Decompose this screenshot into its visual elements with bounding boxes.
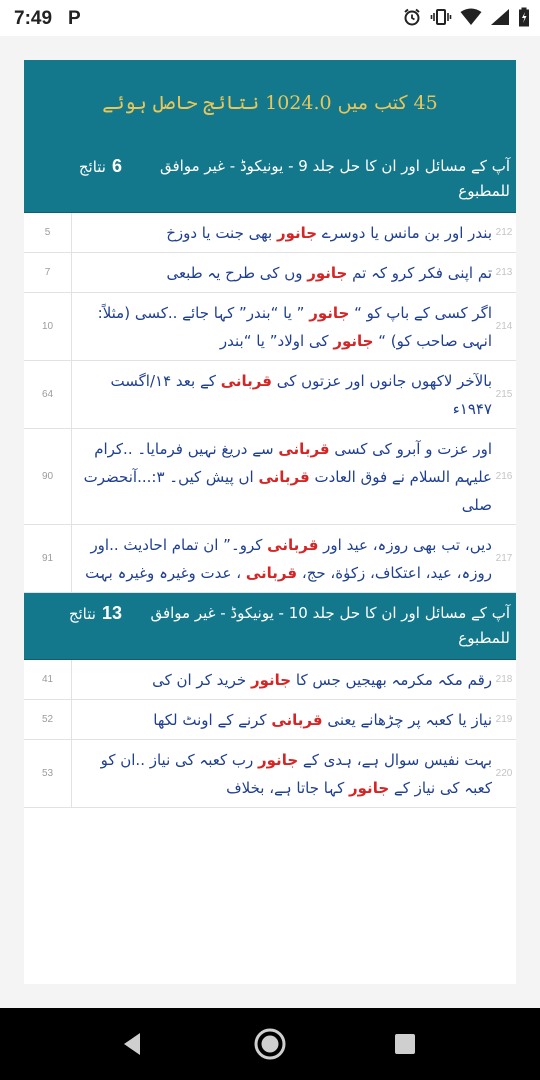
result-row[interactable] <box>24 700 516 740</box>
book-count-number: 6 <box>111 156 122 176</box>
book-results-count <box>30 154 122 177</box>
result-snippet: اگر کسی کے باپ کو “ جانور ” یا “بندر” کہا جائے ..کسی (مثلاً: انہی صاحب کو) “ جانور کی اولاد” یا “بندر <box>97 304 492 350</box>
result-row[interactable] <box>24 213 516 253</box>
result-snippet: بالآخر لاکھوں جانوں اور عزتوں کی قربانی کے بعد ۱۴/اگست ۱۹۴۷ء <box>110 372 492 418</box>
result-index: 218 <box>495 674 513 685</box>
recents-icon[interactable] <box>385 1024 425 1064</box>
result-snippet: نیاز یا کعبہ پر چڑھانے یعنی قربانی کرنے کے اونٹ لکھا <box>153 711 492 729</box>
result-row[interactable] <box>24 253 516 293</box>
result-page-number: 5 <box>24 213 72 252</box>
wifi-icon <box>460 8 482 26</box>
battery-icon <box>518 7 530 27</box>
result-page-number: 52 <box>24 700 72 739</box>
status-time: 7:49 <box>14 8 53 29</box>
highlighted-term: جانور <box>258 751 299 769</box>
book-count-label: نتائج <box>68 604 96 623</box>
result-page-number: 91 <box>24 525 72 592</box>
status-bar <box>0 0 540 36</box>
highlighted-term: جانور <box>250 671 292 689</box>
result-snippet: بندر اور بن مانس یا دوسرے جانور بھی جنت یا دوزخ <box>166 224 492 242</box>
highlighted-term: قربانی <box>271 711 323 729</box>
result-page-number: 7 <box>24 253 72 292</box>
result-row[interactable] <box>24 740 516 808</box>
result-page-number: 90 <box>24 429 72 524</box>
book-count-label: نتائج <box>78 157 106 176</box>
highlighted-term: قربانی <box>258 468 310 486</box>
result-snippet: اور عزت و آبرو کی کسی قربانی سے دریغ نہیں فرمایا۔ ..کرام علیہم السلام نے فوق العادت قربانی اں پیش کیں۔ ۳:...آنحضرت صلی <box>83 440 492 514</box>
result-page-number: 10 <box>24 293 72 360</box>
result-snippet: بہت نفیس سوال ہے، ہدی کے جانور رب کعبہ کی نیاز ..ان کو کعبہ کی نیاز کے جانور کہا جاتا ہے، بخلاف <box>100 751 492 797</box>
back-icon[interactable] <box>112 1024 152 1064</box>
highlighted-term: قربانی <box>245 564 298 582</box>
result-row[interactable] <box>24 361 516 429</box>
result-index: 219 <box>495 714 513 725</box>
result-snippet: تم اپنی فکر کرو کہ تم جانور وں کی طرح یہ طبعی <box>166 264 492 282</box>
navigation-bar <box>0 1008 540 1080</box>
highlighted-term: جانور <box>309 304 350 322</box>
book-title: آپ کے مسائل اور ان کا حل جلد 9 - یونیکوڈ - غیر موافق للمطبوع <box>159 157 510 200</box>
result-page-number: 64 <box>24 361 72 428</box>
result-snippet: دیں، تب بھی روزہ، عید اور قربانی کرو۔” ان تمام احادیث ..اور روزہ، عید، اعتکاف، زکوٰة، حج، قربانی ، عدت وغیرہ وغیرہ بہت <box>85 536 492 582</box>
book-title: آپ کے مسائل اور ان کا حل جلد 10 - یونیکوڈ - غیر موافق للمطبوع <box>150 604 510 647</box>
vibrate-icon <box>430 7 452 27</box>
highlighted-term: جانور <box>349 779 390 797</box>
book-header[interactable] <box>24 146 516 213</box>
result-index: 212 <box>495 227 513 238</box>
signal-icon <box>490 8 510 26</box>
result-row[interactable] <box>24 660 516 700</box>
results-summary-text: 45 کتب میں 1024.0 نتائج حاصل ہوئے <box>102 92 438 114</box>
highlighted-term: جانور <box>307 264 348 282</box>
results-summary <box>24 60 516 146</box>
book-count-number: 13 <box>101 603 122 623</box>
highlighted-term: جانور <box>333 332 374 350</box>
search-results-card <box>24 60 516 984</box>
result-index: 220 <box>495 768 513 779</box>
book-results-count <box>30 601 122 624</box>
result-row[interactable] <box>24 429 516 525</box>
result-index: 216 <box>495 471 513 482</box>
app-notification-icon: P <box>68 8 81 29</box>
highlighted-term: جانور <box>276 224 318 242</box>
book-header[interactable] <box>24 593 516 660</box>
highlighted-term: قربانی <box>220 372 272 390</box>
result-index: 217 <box>495 553 513 564</box>
result-index: 214 <box>495 321 513 332</box>
result-page-number: 53 <box>24 740 72 807</box>
highlighted-term: قربانی <box>267 536 319 554</box>
result-snippet: رقم مکہ مکرمہ بھیجیں جس کا جانور خرید کر ان کی <box>152 671 492 689</box>
result-row[interactable] <box>24 293 516 361</box>
result-index: 213 <box>495 267 513 278</box>
highlighted-term: قربانی <box>278 440 330 458</box>
alarm-icon <box>402 7 422 27</box>
result-row[interactable] <box>24 525 516 593</box>
result-page-number: 41 <box>24 660 72 699</box>
result-index: 215 <box>495 389 513 400</box>
home-icon[interactable] <box>250 1024 290 1064</box>
